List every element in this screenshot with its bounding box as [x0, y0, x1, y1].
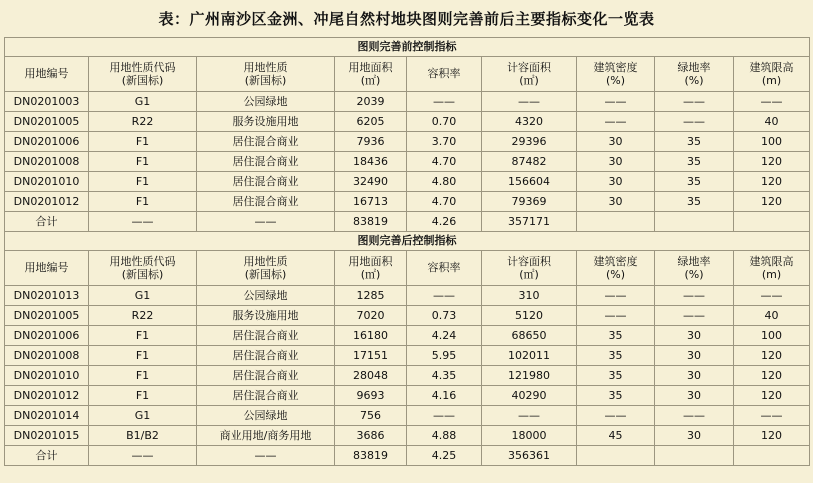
cell-far: 4.88: [407, 426, 482, 446]
table-row: [5, 172, 810, 192]
cell-height: ——: [734, 286, 810, 306]
header-floor-area: [482, 251, 577, 286]
header-code: [5, 57, 89, 92]
header-area-line: (㎡): [360, 267, 381, 281]
cell-nature-code: F1: [89, 172, 197, 192]
cell-floor-area: ——: [482, 406, 577, 426]
header-nature-code-line: 用地性质代码: [109, 60, 176, 74]
cell-green-ratio: 30: [655, 326, 734, 346]
cell-nature: 居住混合商业: [197, 326, 335, 346]
header-density: [577, 251, 655, 286]
total-row: [5, 446, 810, 466]
cell-density: ——: [577, 112, 655, 132]
cell-nature-code: F1: [89, 346, 197, 366]
cell-floor-area: 156604: [482, 172, 577, 192]
cell-height: 120: [734, 386, 810, 406]
section-title: 图则完善后控制指标: [5, 232, 810, 251]
cell-floor-area: 29396: [482, 132, 577, 152]
cell-density: 35: [577, 386, 655, 406]
header-density-line: 建筑密度: [593, 254, 638, 268]
cell-area: 16713: [335, 192, 407, 212]
cell-height: 40: [734, 306, 810, 326]
cell-nature: ——: [197, 212, 335, 232]
table-row: [5, 406, 810, 426]
header-area-line: 用地面积: [348, 60, 393, 74]
cell-green-ratio: 35: [655, 152, 734, 172]
cell-height: 120: [734, 426, 810, 446]
cell-nature: 居住混合商业: [197, 366, 335, 386]
cell-green-ratio: ——: [655, 92, 734, 112]
cell-nature: 居住混合商业: [197, 132, 335, 152]
cell-floor-area: 310: [482, 286, 577, 306]
header-green-ratio: [655, 57, 734, 92]
header-green-ratio-line: (%): [684, 267, 704, 281]
header-code-line: 用地编号: [24, 261, 69, 274]
cell-code: DN0201012: [5, 192, 89, 212]
header-green-ratio-line: 绿地率: [677, 60, 711, 74]
table-row: [5, 386, 810, 406]
cell-far: 4.16: [407, 386, 482, 406]
cell-nature: 居住混合商业: [197, 172, 335, 192]
cell-nature: 公园绿地: [197, 92, 335, 112]
header-height-line: 建筑限高: [749, 254, 794, 268]
cell-area: 16180: [335, 326, 407, 346]
header-nature: [197, 57, 335, 92]
cell-green-ratio: ——: [655, 406, 734, 426]
cell-code: DN0201003: [5, 92, 89, 112]
total-label: 合计: [5, 212, 89, 232]
cell-green-ratio: 30: [655, 366, 734, 386]
header-far: [407, 57, 482, 92]
cell-nature: 公园绿地: [197, 286, 335, 306]
cell-height: 120: [734, 172, 810, 192]
cell-nature-code: ——: [89, 212, 197, 232]
table-row: [5, 152, 810, 172]
header-far: [407, 251, 482, 286]
cell-floor-area: 5120: [482, 306, 577, 326]
total-row: [5, 212, 810, 232]
cell-green-ratio: [655, 446, 734, 466]
cell-far: ——: [407, 286, 482, 306]
cell-code: DN0201010: [5, 172, 89, 192]
header-far-line: 容积率: [427, 261, 461, 274]
cell-floor-area: 121980: [482, 366, 577, 386]
cell-far: 4.26: [407, 212, 482, 232]
section-title: 图则完善前控制指标: [5, 38, 810, 57]
cell-code: DN0201010: [5, 366, 89, 386]
table-row: [5, 346, 810, 366]
cell-nature-code: G1: [89, 286, 197, 306]
cell-nature: 服务设施用地: [197, 112, 335, 132]
cell-floor-area: 87482: [482, 152, 577, 172]
section-header-row: [5, 38, 810, 57]
table-row: [5, 306, 810, 326]
header-area-line: 用地面积: [348, 254, 393, 268]
cell-green-ratio: 35: [655, 192, 734, 212]
section-header-row: [5, 232, 810, 251]
cell-area: 6205: [335, 112, 407, 132]
header-code-line: 用地编号: [24, 67, 69, 80]
cell-height: 120: [734, 346, 810, 366]
cell-density: ——: [577, 92, 655, 112]
cell-height: 100: [734, 132, 810, 152]
cell-code: DN0201014: [5, 406, 89, 426]
header-green-ratio: [655, 251, 734, 286]
cell-nature: 居住混合商业: [197, 152, 335, 172]
header-height-line: (m): [761, 73, 782, 87]
table-row: [5, 192, 810, 212]
cell-height: 120: [734, 366, 810, 386]
page-title: 表：广州南沙区金洲、冲尾自然村地块图则完善前后主要指标变化一览表: [158, 10, 655, 28]
cell-area: 28048: [335, 366, 407, 386]
cell-nature: 居住混合商业: [197, 346, 335, 366]
cell-nature: ——: [197, 446, 335, 466]
cell-far: 4.70: [407, 152, 482, 172]
cell-height: 40: [734, 112, 810, 132]
header-density: [577, 57, 655, 92]
cell-nature-code: F1: [89, 326, 197, 346]
cell-nature-code: F1: [89, 386, 197, 406]
cell-area: 83819: [335, 212, 407, 232]
header-area: [335, 57, 407, 92]
cell-code: DN0201008: [5, 152, 89, 172]
table-row: [5, 326, 810, 346]
cell-density: ——: [577, 306, 655, 326]
cell-nature: 居住混合商业: [197, 192, 335, 212]
header-floor-area-line: (㎡): [519, 267, 539, 281]
cell-density: 35: [577, 366, 655, 386]
cell-nature-code: R22: [89, 112, 197, 132]
cell-density: ——: [577, 286, 655, 306]
table-row: [5, 366, 810, 386]
header-area: [335, 251, 407, 286]
cell-far: 4.24: [407, 326, 482, 346]
header-height: [734, 57, 810, 92]
cell-height: [734, 446, 810, 466]
cell-area: 7936: [335, 132, 407, 152]
header-code: [5, 251, 89, 286]
table-row: [5, 112, 810, 132]
table-row: [5, 286, 810, 306]
cell-height: 120: [734, 152, 810, 172]
cell-nature-code: F1: [89, 366, 197, 386]
cell-area: 756: [335, 406, 407, 426]
indicator-table: [4, 37, 810, 466]
header-nature-line: (新国标): [244, 267, 287, 281]
cell-code: DN0201008: [5, 346, 89, 366]
total-label: 合计: [5, 446, 89, 466]
header-nature-code-line: (新国标): [121, 73, 164, 87]
header-floor-area-line: (㎡): [519, 73, 539, 87]
cell-height: 120: [734, 192, 810, 212]
cell-density: 35: [577, 346, 655, 366]
cell-nature-code: F1: [89, 192, 197, 212]
header-height-line: (m): [761, 267, 782, 281]
cell-density: 30: [577, 132, 655, 152]
cell-far: 5.95: [407, 346, 482, 366]
header-floor-area-line: 计容面积: [507, 60, 551, 74]
header-area-line: (㎡): [360, 73, 381, 87]
cell-far: 4.80: [407, 172, 482, 192]
cell-nature-code: ——: [89, 446, 197, 466]
cell-green-ratio: 35: [655, 132, 734, 152]
table-row: [5, 92, 810, 112]
cell-code: DN0201005: [5, 306, 89, 326]
header-nature-code: [89, 251, 197, 286]
cell-green-ratio: ——: [655, 112, 734, 132]
table-row: [5, 132, 810, 152]
header-floor-area-line: 计容面积: [507, 254, 551, 268]
cell-green-ratio: 30: [655, 426, 734, 446]
header-height: [734, 251, 810, 286]
cell-density: 30: [577, 192, 655, 212]
cell-area: 1285: [335, 286, 407, 306]
cell-floor-area: 68650: [482, 326, 577, 346]
cell-nature: 居住混合商业: [197, 386, 335, 406]
cell-floor-area: 4320: [482, 112, 577, 132]
cell-area: 17151: [335, 346, 407, 366]
table-body: [5, 38, 810, 466]
cell-nature-code: B1/B2: [89, 426, 197, 446]
header-density-line: (%): [605, 267, 626, 281]
cell-green-ratio: 30: [655, 386, 734, 406]
cell-height: ——: [734, 406, 810, 426]
cell-area: 32490: [335, 172, 407, 192]
cell-nature-code: F1: [89, 132, 197, 152]
cell-far: 3.70: [407, 132, 482, 152]
cell-nature-code: F1: [89, 152, 197, 172]
cell-height: ——: [734, 92, 810, 112]
column-header-row: [5, 57, 810, 92]
cell-area: 9693: [335, 386, 407, 406]
cell-far: 4.70: [407, 192, 482, 212]
cell-floor-area: 18000: [482, 426, 577, 446]
cell-floor-area: 40290: [482, 386, 577, 406]
cell-nature-code: G1: [89, 406, 197, 426]
header-nature-line: (新国标): [244, 73, 287, 87]
cell-green-ratio: 30: [655, 346, 734, 366]
cell-floor-area: 357171: [482, 212, 577, 232]
cell-density: ——: [577, 406, 655, 426]
cell-density: [577, 446, 655, 466]
cell-nature: 公园绿地: [197, 406, 335, 426]
cell-far: ——: [407, 92, 482, 112]
cell-height: [734, 212, 810, 232]
cell-nature-code: G1: [89, 92, 197, 112]
cell-area: 18436: [335, 152, 407, 172]
cell-far: 4.35: [407, 366, 482, 386]
cell-code: DN0201006: [5, 326, 89, 346]
header-nature: [197, 251, 335, 286]
cell-nature-code: R22: [89, 306, 197, 326]
cell-density: [577, 212, 655, 232]
header-density-line: (%): [605, 73, 626, 87]
cell-area: 3686: [335, 426, 407, 446]
header-density-line: 建筑密度: [593, 60, 638, 74]
cell-density: 30: [577, 152, 655, 172]
cell-nature: 商业用地/商务用地: [197, 426, 335, 446]
cell-code: DN0201013: [5, 286, 89, 306]
header-green-ratio-line: (%): [684, 73, 704, 87]
cell-floor-area: ——: [482, 92, 577, 112]
cell-far: ——: [407, 406, 482, 426]
cell-code: DN0201005: [5, 112, 89, 132]
header-far-line: 容积率: [427, 67, 461, 80]
column-header-row: [5, 251, 810, 286]
table-row: [5, 426, 810, 446]
cell-nature: 服务设施用地: [197, 306, 335, 326]
cell-code: DN0201015: [5, 426, 89, 446]
cell-floor-area: 102011: [482, 346, 577, 366]
cell-far: 0.70: [407, 112, 482, 132]
header-nature-code: [89, 57, 197, 92]
cell-area: 83819: [335, 446, 407, 466]
cell-green-ratio: ——: [655, 286, 734, 306]
cell-floor-area: 79369: [482, 192, 577, 212]
header-nature-line: 用地性质: [243, 60, 288, 74]
header-height-line: 建筑限高: [749, 60, 794, 74]
header-green-ratio-line: 绿地率: [677, 254, 711, 268]
cell-green-ratio: ——: [655, 306, 734, 326]
header-nature-code-line: 用地性质代码: [109, 254, 176, 268]
cell-density: 35: [577, 326, 655, 346]
cell-code: DN0201012: [5, 386, 89, 406]
cell-green-ratio: [655, 212, 734, 232]
header-nature-line: 用地性质: [243, 254, 288, 268]
cell-density: 30: [577, 172, 655, 192]
cell-floor-area: 356361: [482, 446, 577, 466]
cell-green-ratio: 35: [655, 172, 734, 192]
cell-height: 100: [734, 326, 810, 346]
cell-far: 4.25: [407, 446, 482, 466]
cell-area: 2039: [335, 92, 407, 112]
cell-far: 0.73: [407, 306, 482, 326]
header-nature-code-line: (新国标): [121, 267, 164, 281]
header-floor-area: [482, 57, 577, 92]
cell-code: DN0201006: [5, 132, 89, 152]
cell-density: 45: [577, 426, 655, 446]
cell-area: 7020: [335, 306, 407, 326]
